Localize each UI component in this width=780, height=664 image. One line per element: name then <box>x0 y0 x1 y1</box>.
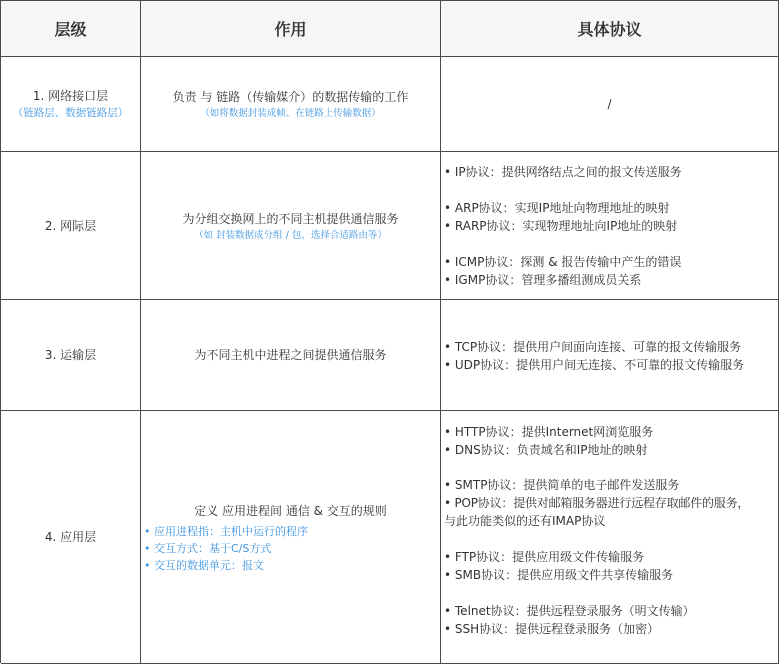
row1-layer-name: 1. 网络接口层 <box>32 89 109 103</box>
row2-layer-name: 2. 网际层 <box>44 218 97 233</box>
row1-function: 负责 与 链路（传输媒介）的数据传输的工作 <box>172 90 409 104</box>
row3-function: 为不同主机中进程之间提供通信服务 <box>194 348 387 362</box>
protocol-pop-note: 与此功能类似的还有IMAP协议 <box>444 514 606 528</box>
header-function-label: 作用 <box>274 20 307 39</box>
row1-protocol-none: / <box>607 97 612 111</box>
row3-function-cell <box>141 300 441 411</box>
row1-function-note: （如将数据封装成帧、在链路上传输数据） <box>200 108 381 119</box>
protocol-http: • HTTP协议：提供Internet网浏览服务 <box>444 425 654 439</box>
header-layer-label: 层级 <box>54 20 87 39</box>
row4-layer-name: 4. 应用层 <box>44 530 97 544</box>
protocol-pop: • POP协议：提供对邮箱服务器进行远程存取邮件的服务， <box>444 496 750 510</box>
header-function <box>141 1 441 57</box>
protocol-smb: • SMB协议：提供应用级文件共享传输服务 <box>444 568 674 582</box>
protocol-icmp: • ICMP协议：探测 & 报告传输中产生的错误 <box>444 255 682 269</box>
function-point: • 应用进程指：主机中运行的程序 <box>141 523 308 540</box>
row2-layer-cell <box>1 152 141 300</box>
function-point: • 交互方式：基于C/S方式 <box>141 540 308 557</box>
row1-function-cell <box>141 57 441 152</box>
row2-function-note: （如 封装数据成分组 / 包、选择合适路由等） <box>194 229 387 241</box>
row2-function-cell <box>141 152 441 300</box>
row4-layer-cell <box>1 411 141 664</box>
row4-function: 定义 应用进程间 通信 & 交互的规则 <box>194 503 387 518</box>
protocol-dns: • DNS协议：负责域名和IP地址的映射 <box>444 443 648 457</box>
protocol-rarp: • RARP协议：实现物理地址向IP地址的映射 <box>444 219 678 233</box>
row3-layer-cell <box>1 300 141 411</box>
row1-layer-note: （链路层、数据链路层） <box>12 107 129 119</box>
row4-protocols-cell <box>441 411 779 664</box>
header-protocols <box>441 1 779 57</box>
protocol-ftp: • FTP协议：提供应用级文件传输服务 <box>444 550 645 564</box>
row4-function-points <box>141 523 308 574</box>
header-layer <box>1 1 141 57</box>
protocol-telnet: • Telnet协议：提供远程登录服务（明文传输） <box>444 604 695 618</box>
row1-protocols-cell <box>441 57 779 152</box>
row3-protocols-cell <box>441 300 779 411</box>
function-point: • 交互的数据单元：报文 <box>141 557 308 574</box>
protocol-tcp: • TCP协议：提供用户间面向连接、可靠的报文传输服务 <box>444 340 742 354</box>
row3-layer-name: 3. 运输层 <box>44 348 97 362</box>
row1-layer-cell <box>1 57 141 152</box>
protocol-smtp: • SMTP协议：提供简单的电子邮件发送服务 <box>444 478 680 492</box>
protocol-ip: • IP协议：提供网络结点之间的报文传送服务 <box>444 165 682 179</box>
protocol-arp: • ARP协议：实现IP地址向物理地址的映射 <box>444 201 670 215</box>
protocol-udp: • UDP协议：提供用户间无连接、不可靠的报文传输服务 <box>444 358 745 372</box>
protocol-igmp: • IGMP协议：管理多播组测成员关系 <box>444 273 642 287</box>
header-protocols-label: 具体协议 <box>577 20 642 39</box>
protocol-ssh: • SSH协议：提供远程登录服务（加密） <box>444 622 660 636</box>
row2-function: 为分组交换网上的不同主机提供通信服务 <box>182 211 399 226</box>
row4-function-cell <box>141 411 441 664</box>
row2-protocols-cell <box>441 152 779 300</box>
